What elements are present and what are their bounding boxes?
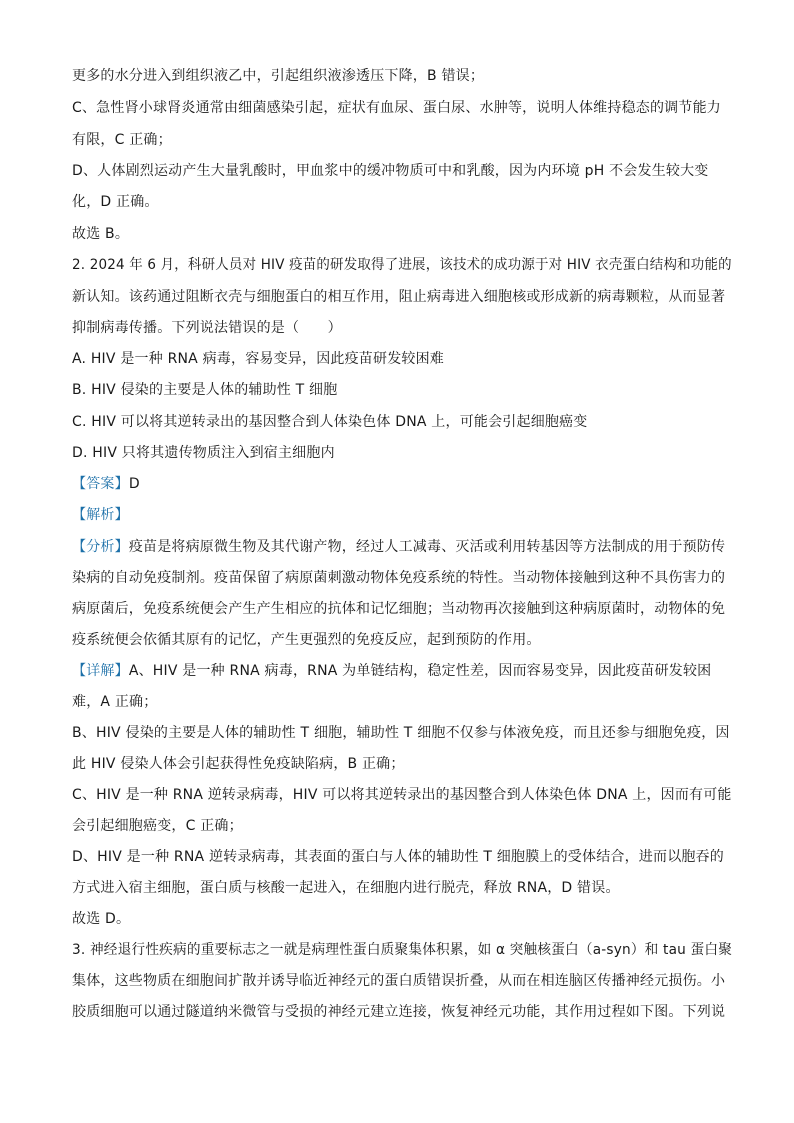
q2-xiangjie-line-8: 方式进入宿主细胞，蛋白质与核酸一起进入，在细胞内进行脱壳，释放 RNA，D 错误。	[72, 880, 620, 896]
q3-stem-line-1: 3. 神经退行性疾病的重要标志之一就是病理性蛋白质聚集体积累，如 α 突触核蛋白（a-syn）和 tau 蛋白聚	[72, 942, 733, 958]
q3-stem-line-2: 集体，这些物质在细胞间扩散并诱导临近神经元的蛋白质错误折叠，从而在相连脑区传播神经元损伤。小	[72, 973, 726, 989]
q2-xiangjie-line-2: 难，A 正确；	[72, 694, 158, 710]
q2-option-d: D. HIV 只将其遗传物质注入到宿主细胞内	[72, 445, 335, 461]
answer-value: D	[128, 476, 140, 492]
q2-analysis-heading	[72, 505, 732, 525]
fenxi-tag: 【分析】	[72, 539, 129, 555]
q2-stem-line-1: 2. 2024 年 6 月，科研人员对 HIV 疫苗的研发取得了进展，该技术的成功源于对 HIV 衣壳蛋白结构和功能的	[72, 257, 732, 273]
q2-stem-line-2: 新认知。该药通过阻断衣壳与细胞蛋白的相互作用，阻止病毒进入细胞核或形成新的病毒颗粒，从而显著	[72, 289, 726, 305]
q2-xiangjie-line-1	[72, 661, 732, 681]
q2-answer	[72, 474, 732, 494]
prev-line-1: 更多的水分进入到组织液乙中，引起组织液渗透压下降，B 错误；	[72, 68, 485, 84]
q2-xiangjie-line-3: B、HIV 侵染的主要是人体的辅助性 T 细胞，辅助性 T 细胞不仅参与体液免疫，而且还参与细胞免疫，因	[72, 725, 730, 741]
xiangjie-tag: 【详解】	[72, 663, 129, 679]
fenxi-text-1: 疫苗是将病原微生物及其代谢产物，经过人工减毒、灭活或利用转基因等方法制成的用于预防传	[128, 539, 726, 555]
q2-xiangjie-line-7: D、HIV 是一种 RNA 逆转录病毒，其表面的蛋白与人体的辅助性 T 细胞膜上的受体结合，进而以胞吞的	[72, 849, 724, 865]
prev-line-3: 有限，C 正确；	[72, 132, 172, 148]
prev-line-4: D、人体剧烈运动产生大量乳酸时，甲血浆中的缓冲物质可中和乳酸，因为内环境 pH 不会发生较大变	[72, 163, 709, 179]
q2-xiangjie-line-6: 会引起细胞癌变，C 正确；	[72, 818, 243, 834]
q3-stem-line-3: 胶质细胞可以通过隧道纳米微管与受损的神经元建立连接，恢复神经元功能，其作用过程如下图。下列说	[72, 1004, 726, 1020]
q2-stem-line-3: 抑制病毒传播。下列说法错误的是（ ）	[72, 320, 342, 336]
prev-line-5: 化，D 正确。	[72, 194, 159, 210]
q2-fenxi-line-3: 病原菌后，免疫系统便会产生产生相应的抗体和记忆细胞；当动物再次接触到这种病原菌时，动物体的免	[72, 601, 726, 617]
q2-fenxi-line-2: 染病的自动免疫制剂。疫苗保留了病原菌刺激动物体免疫系统的特性。当动物体接触到这种不具伤害力的	[72, 570, 726, 586]
answer-tag: 【答案】	[72, 476, 129, 492]
q2-fenxi-line-4: 疫系统便会依循其原有的记忆，产生更强烈的免疫反应，起到预防的作用。	[72, 632, 541, 648]
q2-xiangjie-line-5: C、HIV 是一种 RNA 逆转录病毒，HIV 可以将其逆转录出的基因整合到人体染色体 DNA 上，因而有可能	[72, 787, 732, 803]
q2-option-b: B. HIV 侵染的主要是人体的辅助性 T 细胞	[72, 382, 338, 398]
prev-conclusion: 故选 B。	[72, 226, 130, 242]
prev-line-2: C、急性肾小球肾炎通常由细菌感染引起，症状有血尿、蛋白尿、水肿等，说明人体维持稳态的调节能力	[72, 100, 721, 116]
q2-xiangjie-line-4: 此 HIV 侵染人体会引起获得性免疫缺陷病，B 正确；	[72, 756, 405, 772]
analysis-tag: 【解析】	[72, 507, 129, 523]
q2-conclusion: 故选 D。	[72, 911, 131, 927]
q2-option-a: A. HIV 是一种 RNA 病毒，容易变异，因此疫苗研发较困难	[72, 351, 444, 367]
xiangjie-text-1: A、HIV 是一种 RNA 病毒，RNA 为单链结构，稳定性差，因而容易变异，因此疫苗研发较困	[128, 663, 712, 679]
q2-option-c: C. HIV 可以将其逆转录出的基因整合到人体染色体 DNA 上，可能会引起细胞癌变	[72, 414, 588, 430]
q2-fenxi-line-1	[72, 537, 732, 557]
